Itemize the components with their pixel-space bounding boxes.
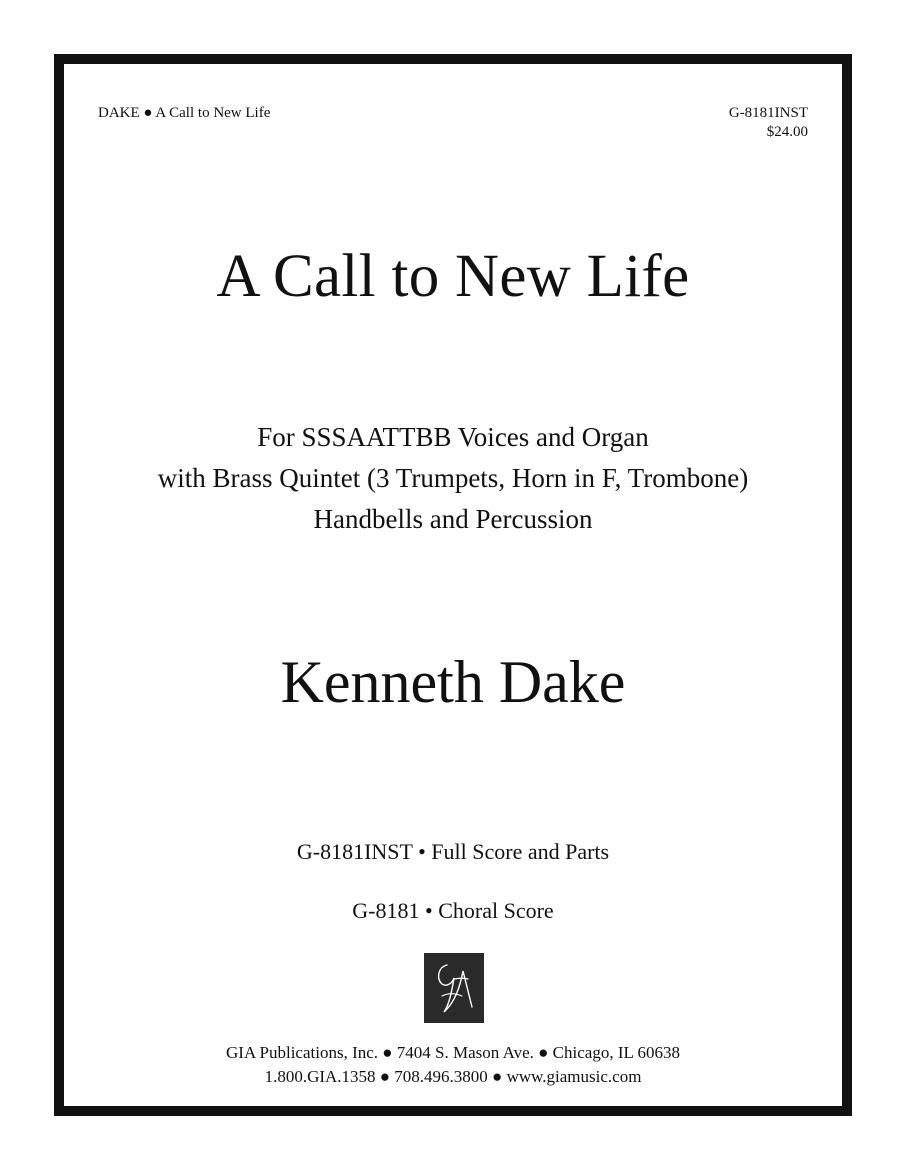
score-title: A Call to New Life xyxy=(216,243,690,310)
catalog-number: G-8181INST xyxy=(728,105,808,121)
gia-logo-mark xyxy=(424,953,484,1023)
edition-choral-score: G-8181 • Choral Score xyxy=(352,898,554,923)
instrumentation xyxy=(64,417,842,540)
instrumentation-line: Handbells and Percussion xyxy=(313,504,593,534)
price: $24.00 xyxy=(766,124,808,140)
header-catalog-info xyxy=(729,104,808,142)
instrumentation-line: For SSSAATTBB Voices and Organ xyxy=(257,422,649,452)
edition-full-score: G-8181INST • Full Score and Parts xyxy=(296,839,610,864)
instrumentation-line: with Brass Quintet (3 Trumpets, Horn in F, Trombone) xyxy=(157,463,749,493)
publisher-footer xyxy=(64,1041,842,1089)
publisher-contact: 1.800.GIA.1358 ● 708.496.3800 ● www.giamusic.com xyxy=(264,1067,642,1086)
cover-frame xyxy=(54,54,852,1116)
composer-name: Kenneth Dake xyxy=(280,649,626,715)
publisher-address: GIA Publications, Inc. ● 7404 S. Mason Ave. ● Chicago, IL 60638 xyxy=(226,1043,680,1062)
gia-logo-icon xyxy=(424,953,484,1023)
header-running-title: DAKE ● A Call to New Life xyxy=(98,105,271,121)
